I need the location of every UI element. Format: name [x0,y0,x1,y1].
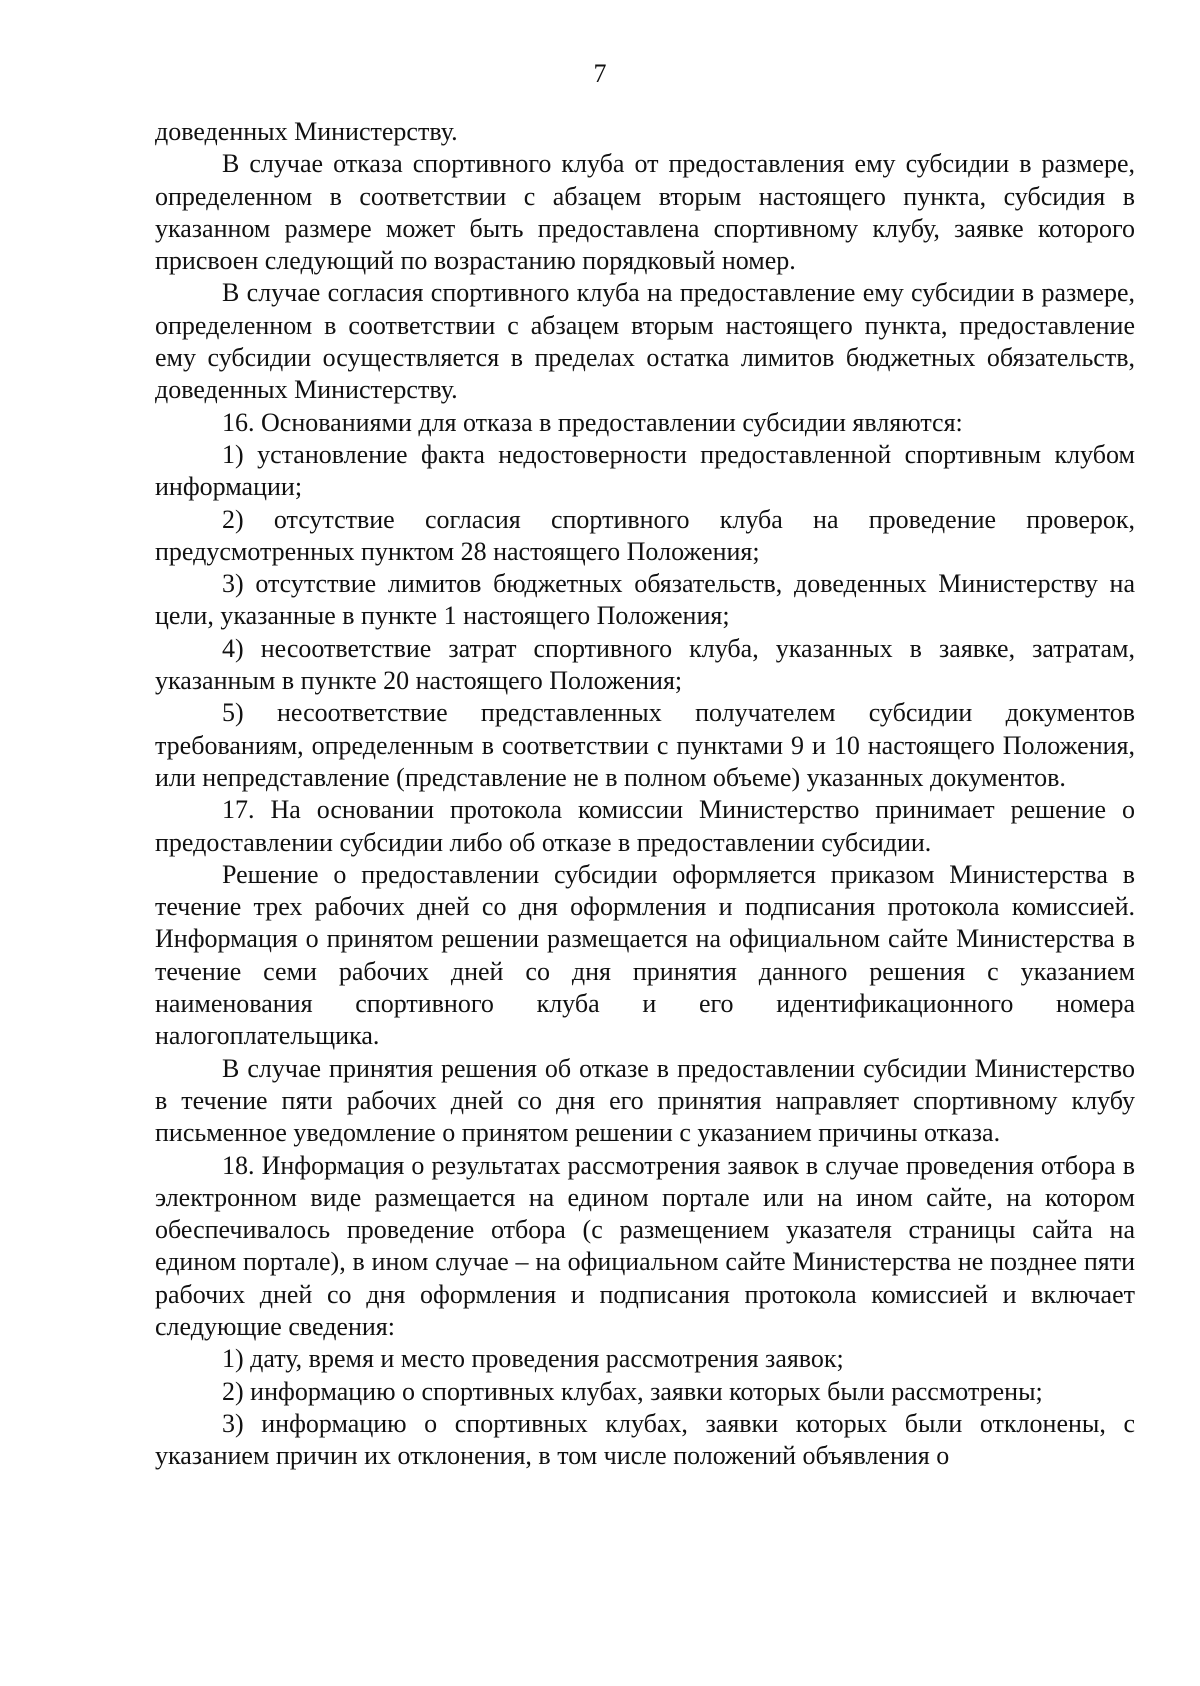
section-17-paragraph: 17. На основании протокола комиссии Министерство принимает решение о предоставлении субсидии либо об отказе в предоставлении субсидии. [155,795,1135,857]
list-item: 3) информацию о спортивных клубах, заявки которых были отклонены, с указанием причин их отклонения, в том числе положений объявления о [155,1408,1135,1471]
list-item: 1) дату, время и место проведения рассмотрения заявок; [222,1344,844,1374]
paragraph: В случае принятия решения об отказе в предоставлении субсидии Министерство в течение пяти рабочих дней со дня его принятия направляет спортивному клубу письменное уведомление о принятом решении с указанием причины отказа. [155,1053,1135,1148]
list-item: 2) отсутствие согласия спортивного клуба на проведение проверок, предусмотренных пунктом 28 настоящего Положения; [155,504,1135,566]
paragraph: Решение о предоставлении субсидии оформляется приказом Министерства в течение трех рабочих дней со дня оформления и подписания протокола комиссией. Информация о принятом решении размещается на официальном сайте Министерства в течение семи рабочих дней со дня принятия данного решения с указанием наименования спортивного клуба и его идентификационного номера налогоплательщика. [155,859,1135,1051]
paragraph: доведенных Министерству. [155,117,458,146]
paragraph: В случае согласия спортивного клуба на предоставление ему субсидии в размере, определенном в соответствии с абзацем вторым настоящего пункта, предоставление ему субсидии осуществляется в пределах остатка лимитов бюджетных обязательств, доведенных Министерству. [155,278,1135,405]
paragraph: В случае отказа спортивного клуба от предоставления ему субсидии в размере, определенном в соответствии с абзацем вторым настоящего пункта, субсидия в указанном размере может быть предоставлена спортивному клубу, заявке которого присвоен следующий по возрастанию порядковый номер. [155,149,1135,276]
list-item: 3) отсутствие лимитов бюджетных обязательств, доведенных Министерству на цели, указанные в пункте 1 настоящего Положения; [155,569,1135,631]
document-body [155,116,1135,1472]
section-16-heading: 16. Основаниями для отказа в предоставлении субсидии являются: [222,407,963,437]
list-item: 4) несоответствие затрат спортивного клуба, указанных в заявке, затратам, указанным в пункте 20 настоящего Положения; [155,633,1135,696]
page-number: 7 [593,59,607,88]
section-18-paragraph: 18. Информация о результатах рассмотрения заявок в случае проведения отбора в электронном виде размещается на едином портале или на ином сайте, на котором обеспечивалось проведение отбора (с размещением указателя страницы сайта на едином портале), в ином случае – на официальном сайте Министерства не позднее пяти рабочих дней со дня оформления и подписания протокола комиссией и включает следующие сведения: [155,1150,1135,1341]
list-item: 5) несоответствие представленных получателем субсидии документов требованиям, определенным в соответствии с пунктами 9 и 10 настоящего Положения, или непредставление (представление не в полном объеме) указанных документов. [155,698,1135,792]
list-item: 2) информацию о спортивных клубах, заявки которых были рассмотрены; [222,1376,1043,1406]
list-item: 1) установление факта недостоверности предоставленной спортивным клубом информации; [155,439,1135,502]
